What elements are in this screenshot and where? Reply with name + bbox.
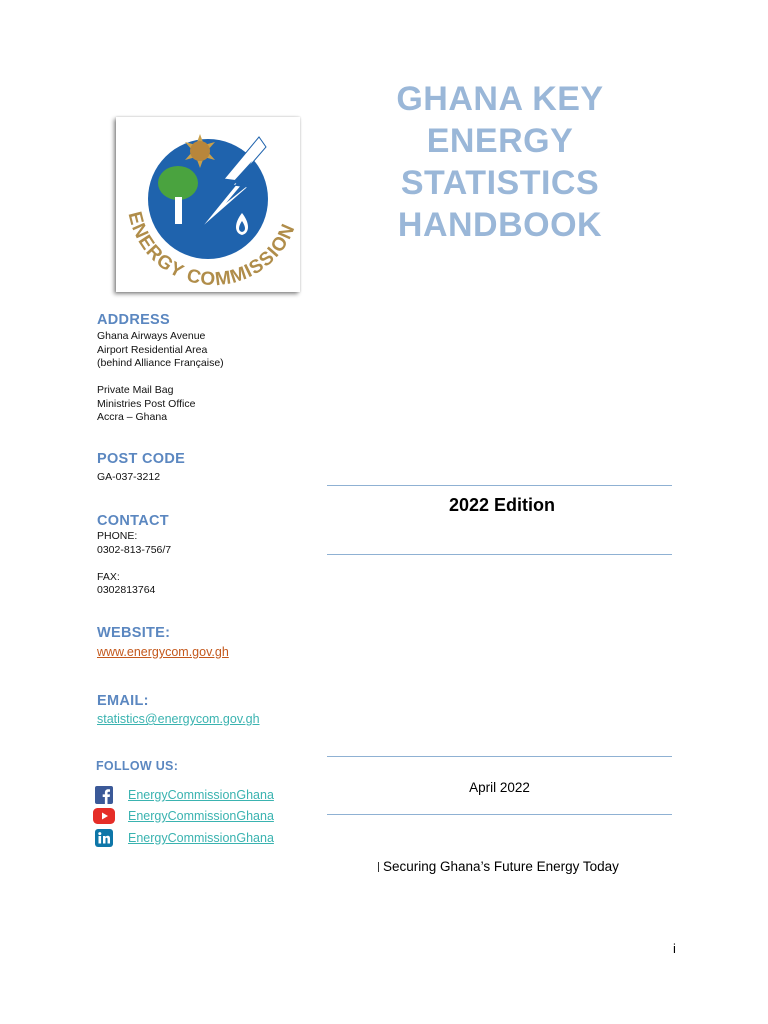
fax-value: 0302813764: [97, 584, 156, 596]
social-facebook[interactable]: [93, 785, 274, 805]
title-line: GHANA KEY: [396, 80, 604, 118]
publication-date: April 2022: [469, 780, 530, 795]
youtube-link[interactable]: EnergyCommissionGhana: [128, 809, 274, 823]
email-heading: EMAIL:: [97, 693, 149, 709]
logo-text: ENERGY COMMISSION: [123, 209, 300, 291]
linkedin-link[interactable]: EnergyCommissionGhana: [128, 831, 274, 845]
contact-spacer: [97, 557, 171, 571]
email-link[interactable]: statistics@energycom.gov.gh: [97, 712, 260, 726]
address-line: Private Mail Bag: [97, 384, 174, 396]
divider: [327, 554, 672, 555]
phone-value: 0302-813-756/7: [97, 543, 172, 556]
fax-label: FAX:: [97, 570, 120, 583]
address-line: Airport Residential Area: [97, 343, 208, 356]
address-block: [97, 330, 224, 425]
title-line: ENERGY: [426, 122, 574, 160]
tagline-text: Securing Ghana’s Future Energy Today: [383, 859, 619, 874]
social-linkedin[interactable]: [93, 828, 274, 848]
address-line: Ministries Post Office: [97, 397, 196, 410]
divider: [327, 485, 672, 486]
linkedin-icon: [93, 829, 115, 847]
page-number: i: [673, 941, 676, 956]
address-heading: ADDRESS: [97, 312, 170, 328]
facebook-link[interactable]: EnergyCommissionGhana: [128, 788, 274, 802]
youtube-icon: [93, 807, 115, 825]
tagline: [378, 859, 619, 874]
edition-label: 2022 Edition: [448, 495, 556, 515]
address-line: Accra – Ghana: [97, 411, 168, 423]
divider: [327, 814, 672, 815]
tagline-bar: [378, 862, 379, 872]
website-heading: WEBSITE:: [97, 625, 171, 641]
energy-commission-logo-icon: [116, 117, 300, 292]
website-link[interactable]: www.energycom.gov.gh: [97, 645, 229, 659]
social-youtube[interactable]: [93, 806, 274, 826]
post-code-value: GA-037-3212: [97, 471, 161, 483]
contact-block: [97, 530, 171, 598]
facebook-icon: [93, 786, 115, 804]
follow-us-heading: FOLLOW US:: [96, 759, 179, 773]
address-line: Ghana Airways Avenue: [97, 330, 206, 342]
divider: [327, 756, 672, 757]
title-line: HANDBOOK: [397, 206, 603, 244]
contact-heading: CONTACT: [97, 513, 169, 529]
title-line: STATISTICS: [400, 164, 600, 202]
phone-label: PHONE:: [97, 530, 138, 542]
address-line: (behind Alliance Française): [97, 357, 224, 369]
address-spacer: [97, 371, 224, 385]
page-title: [330, 78, 670, 246]
post-code-heading: POST CODE: [97, 451, 186, 467]
energy-commission-logo: [116, 117, 300, 292]
